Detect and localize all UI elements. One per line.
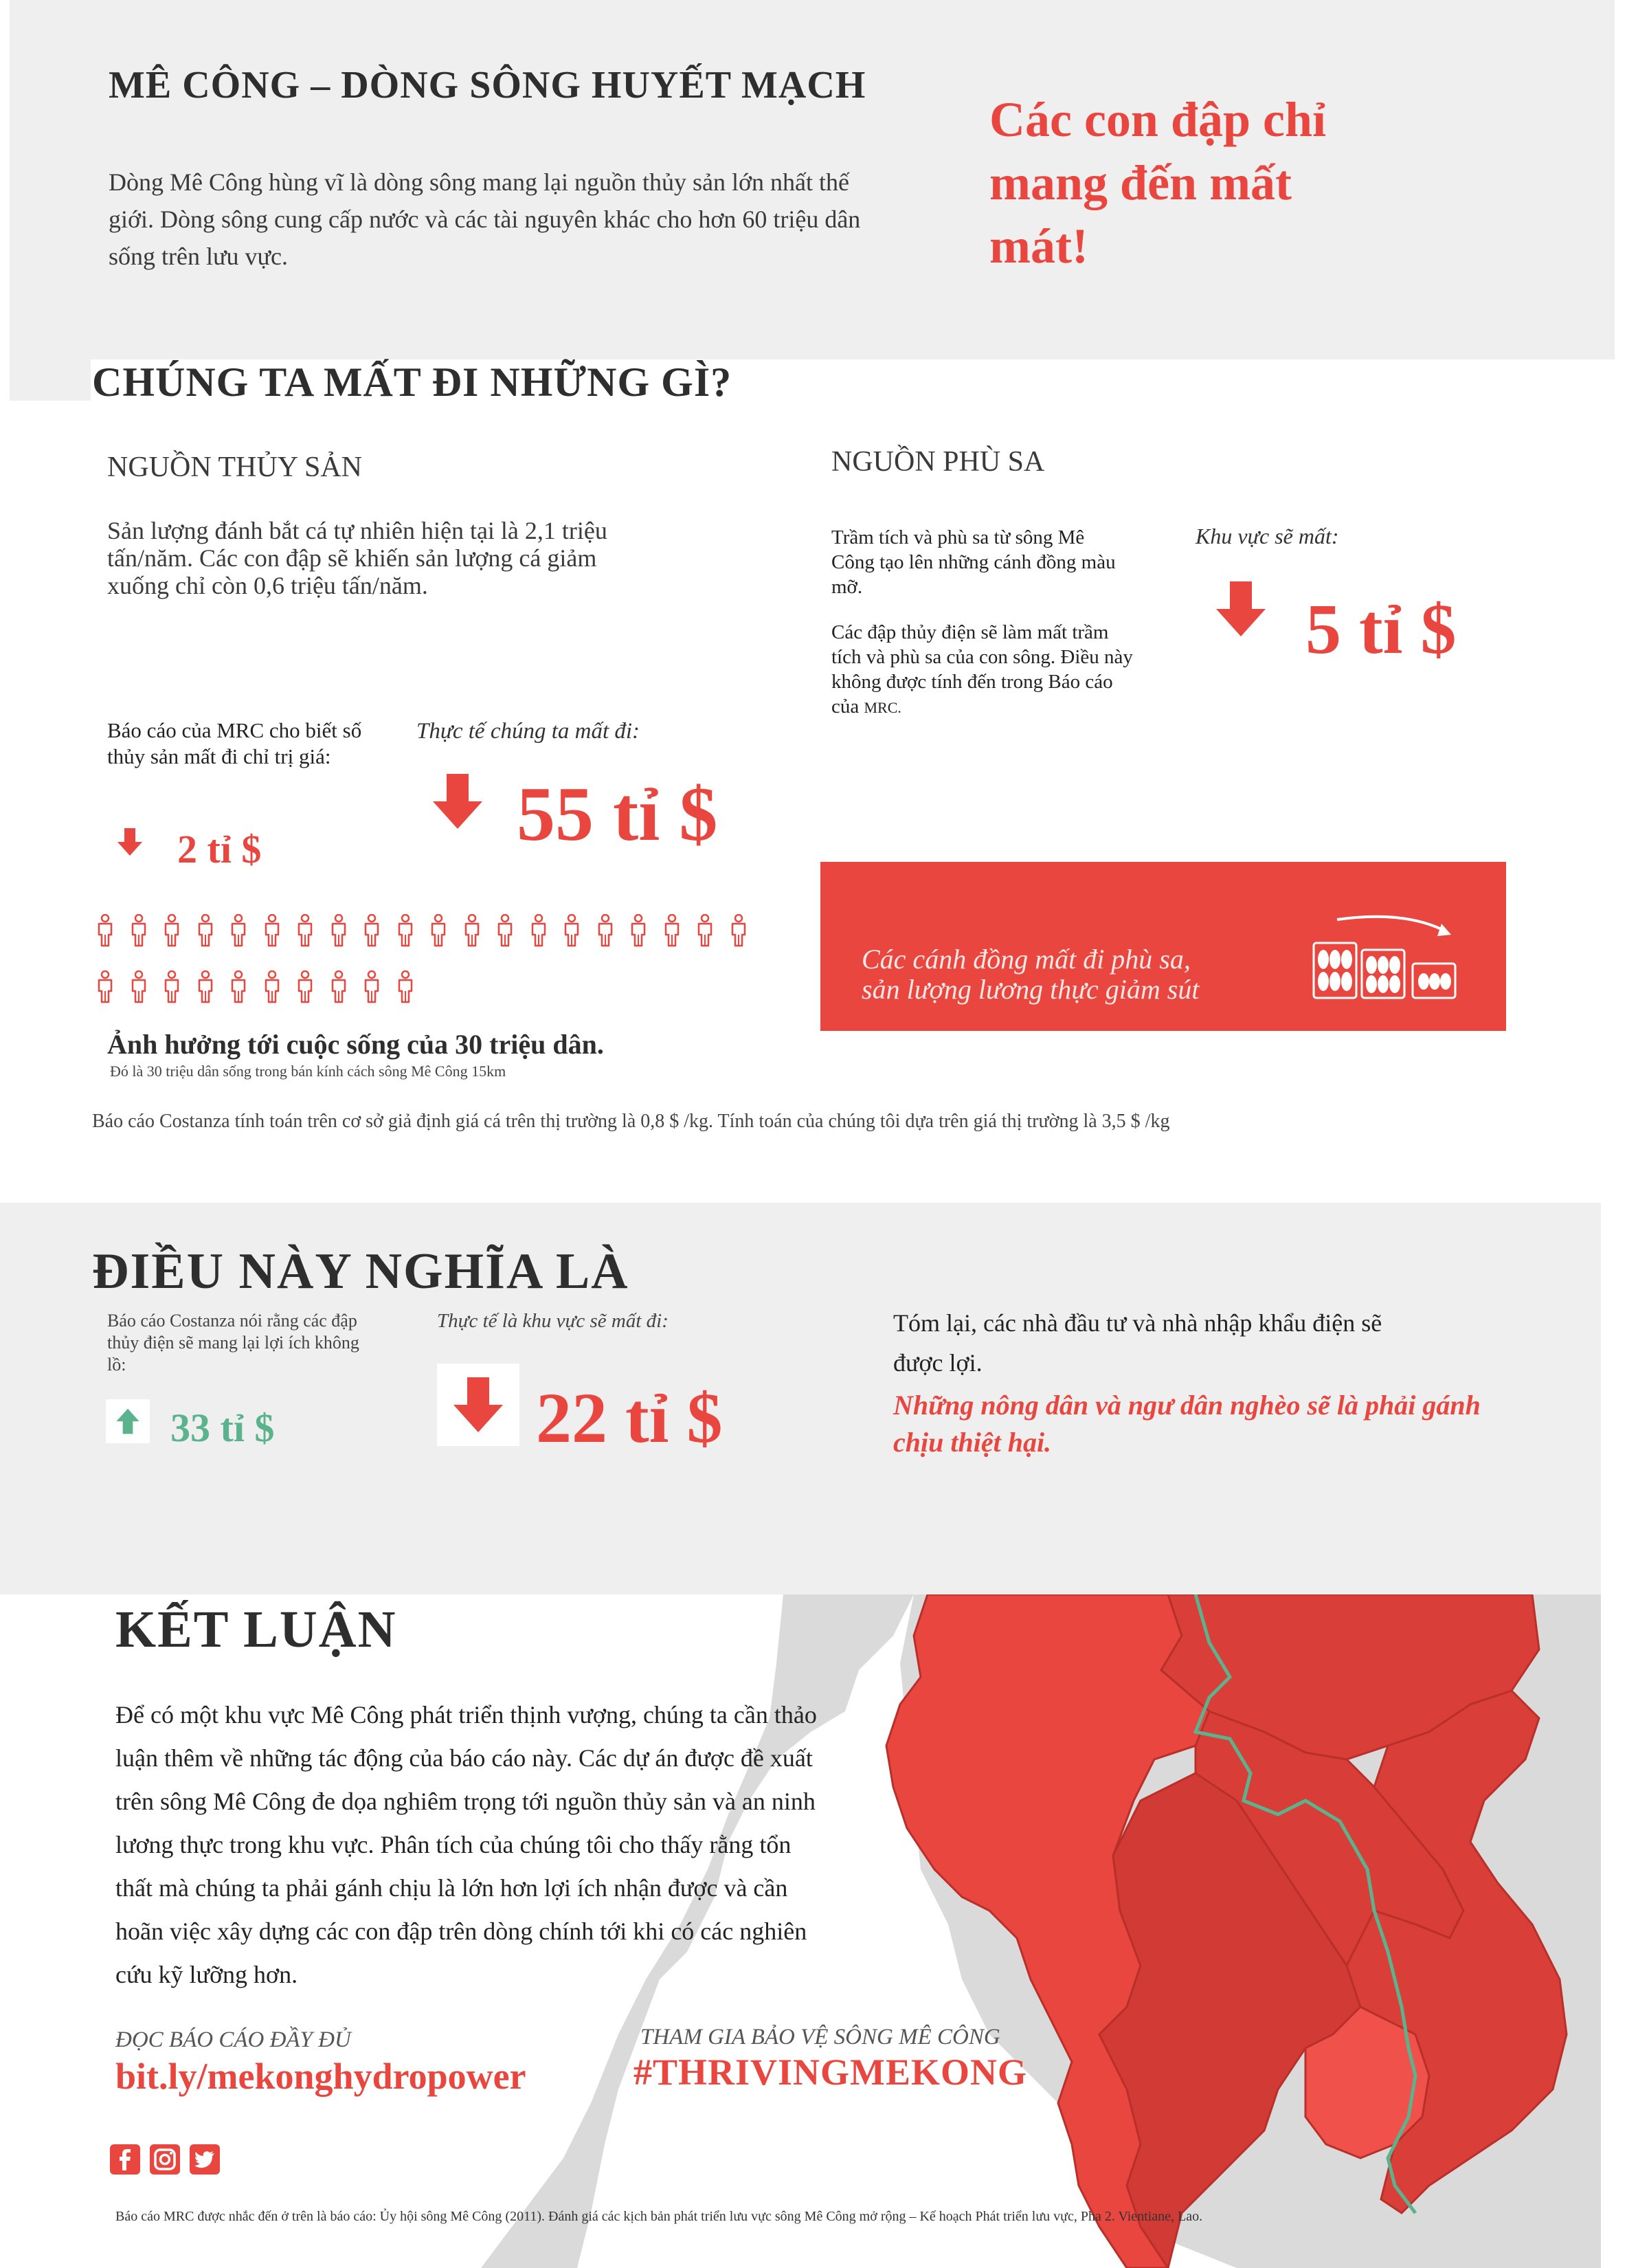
person-icon (95, 970, 115, 1003)
person-icon (528, 914, 549, 947)
meaning-heading: ĐIỀU NÀY NGHĨA LÀ (92, 1243, 629, 1300)
person-icon (695, 914, 715, 947)
person-icon (161, 914, 182, 947)
page-title: MÊ CÔNG – DÒNG SÔNG HUYẾT MẠCH (109, 64, 866, 107)
conclusion-heading: KẾT LUẬN (115, 1601, 397, 1658)
person-icon (262, 970, 282, 1003)
arrow-down-icon (445, 1372, 511, 1438)
banner-text-2: sản lượng lương thực giảm sút (862, 974, 1200, 1005)
mrc-value: 2 tỉ $ (177, 827, 262, 871)
read-report-label: ĐỌC BÁO CÁO ĐẦY ĐỦ (115, 2027, 351, 2052)
mrc-arrow-box (106, 819, 154, 865)
benefit-value: 33 tỉ $ (170, 1405, 275, 1450)
conclusion-text: Để có một khu vực Mê Công phát triển thịnh vượng, chúng ta cần thảo luận thêm về những tác động của báo cáo này. Các dự án được đề xuất trên sông Mê Công đe dọa nghiêm trọng tới nguồn thủy sản và an ninh lương thực trong khu vực. Phân tích của chúng tôi cho thấy rằng tổn thất mà chúng ta phải gánh chịu là lớn hơn lợi ích nhận được và cần hoãn việc xây dựng các con đập trên dòng chính tới khi có các nghiên cứu kỹ lưỡng hơn. (115, 1701, 817, 1988)
sediment-text-2-main: Các đập thủy điện sẽ làm mất trầm tích và phù sa của con sông. Điều này không được tính đến trong Báo cáo của (831, 621, 1133, 718)
summary-text: Tóm lại, các nhà đầu tư và nhà nhập khẩu điện sẽ được lợi. (893, 1309, 1382, 1377)
person-icon (561, 914, 582, 947)
region-loss-value: 5 tỉ $ (1305, 590, 1457, 669)
footer-citation: Báo cáo MRC được nhắc đến ở trên là báo cáo: Ủy hội sông Mê Công (2011). Đánh giá các kịch bản phát triển lưu vực sông Mê Công mở rộng – Kế hoạch Phát triển lưu vực, Pha 2. Vientiane, Lao. (115, 2209, 1203, 2224)
costanza-label: Báo cáo Costanza nói rằng các đập thủy điện sẽ mang lại lợi ích không lồ: (107, 1311, 359, 1375)
hashtag-link[interactable]: #THRIVINGMEKONG (633, 2052, 1028, 2093)
twitter-icon[interactable] (190, 2144, 220, 2175)
arrow-up-icon (113, 1406, 143, 1436)
costanza-footnote: Báo cáo Costanza tính toán trên cơ sở giả định giá cá trên thị trường là 0,8 $ /kg. Tính toán của chúng tôi dựa trên giá thị trường là 3,5 $ /kg (92, 1111, 1170, 1132)
fields-banner (820, 862, 1506, 1031)
region-loss-arrow-box (437, 1364, 519, 1446)
person-icon (328, 970, 349, 1003)
person-icon (328, 914, 349, 947)
region-arrow-box (1200, 568, 1282, 650)
person-icon (628, 914, 649, 947)
person-icon (462, 914, 482, 947)
actual-loss-label: Thực tế chúng ta mất đi: (416, 719, 640, 744)
region-loss-actual-value: 22 tỉ $ (536, 1379, 723, 1458)
instagram-icon[interactable] (150, 2144, 180, 2175)
person-icon (228, 970, 249, 1003)
person-icon (195, 970, 216, 1003)
rice-fields-icon (1310, 904, 1474, 1008)
intro-text: Dòng Mê Công hùng vĩ là dòng sông mang lại nguồn thủy sản lớn nhất thế giới. Dòng sông cung cấp nước và các tài nguyên khác cho hơn 60 triệu dân sống trên lưu vực. (109, 168, 861, 270)
actual-loss-value: 55 tỉ $ (517, 772, 718, 857)
arrow-down-icon (425, 768, 491, 834)
person-icon (395, 970, 416, 1003)
impact-note: Đó là 30 triệu dân sống trong bán kính cách sông Mê Công 15km (110, 1063, 506, 1080)
person-icon (95, 914, 115, 947)
region-loss-label: Khu vực sẽ mất: (1196, 524, 1339, 548)
banner-text-1: Các cánh đồng mất đi phù sa, (862, 944, 1191, 975)
facebook-icon[interactable] (110, 2144, 140, 2175)
person-icon (295, 914, 315, 947)
person-icon (728, 914, 749, 947)
actual-arrow-box (416, 760, 499, 843)
person-icon (295, 970, 315, 1003)
sediment-text-2 (831, 620, 1134, 720)
loss-heading: CHÚNG TA MẤT ĐI NHỮNG GÌ? (92, 359, 732, 405)
person-icon (228, 914, 249, 947)
person-icon (395, 914, 416, 947)
person-icon (361, 914, 382, 947)
sediment-text-1: Trầm tích và phù sa từ sông Mê Công tạo lên những cánh đồng màu mỡ. (831, 526, 1116, 598)
loss-side-band (10, 359, 91, 401)
fish-heading: NGUỒN THỦY SẢN (107, 452, 363, 483)
person-icon (161, 970, 182, 1003)
person-icon (128, 914, 149, 947)
person-icon (428, 914, 449, 947)
summary-red-text: Những nông dân và ngư dân nghèo sẽ là phải gánh chịu thiệt hại. (893, 1390, 1481, 1458)
impact-text: Ảnh hưởng tới cuộc sống của 30 triệu dân. (107, 1029, 604, 1060)
people-pictogram (95, 914, 768, 1017)
person-icon (595, 914, 616, 947)
fish-text: Sản lượng đánh bắt cá tự nhiên hiện tại là 2,1 triệu tấn/năm. Các con đập sẽ khiến sản lượng cá giảm xuống chỉ còn 0,6 triệu tấn/năm. (107, 517, 607, 599)
social-icons (110, 2144, 220, 2175)
read-report-link[interactable]: bit.ly/mekonghydropower (115, 2056, 526, 2097)
person-icon (128, 970, 149, 1003)
person-icon (361, 970, 382, 1003)
arrow-down-icon (1208, 576, 1274, 642)
tagline: Các con đập chỉ mang đến mất mát! (989, 92, 1327, 274)
sediment-text-2-small: MRC. (864, 699, 901, 716)
person-icon (662, 914, 682, 947)
person-icon (195, 914, 216, 947)
sediment-heading: NGUỒN PHÙ SA (831, 446, 1045, 478)
join-label: THAM GIA BẢO VỆ SÔNG MÊ CÔNG (640, 2025, 1000, 2049)
benefit-arrow-box (106, 1399, 150, 1443)
region-loss-actual-label: Thực tế là khu vực sẽ mất đi: (437, 1310, 669, 1332)
person-icon (262, 914, 282, 947)
person-icon (495, 914, 515, 947)
mrc-label: Báo cáo của MRC cho biết số thủy sản mất đi chỉ trị giá: (107, 718, 362, 768)
arrow-down-icon (113, 825, 146, 858)
